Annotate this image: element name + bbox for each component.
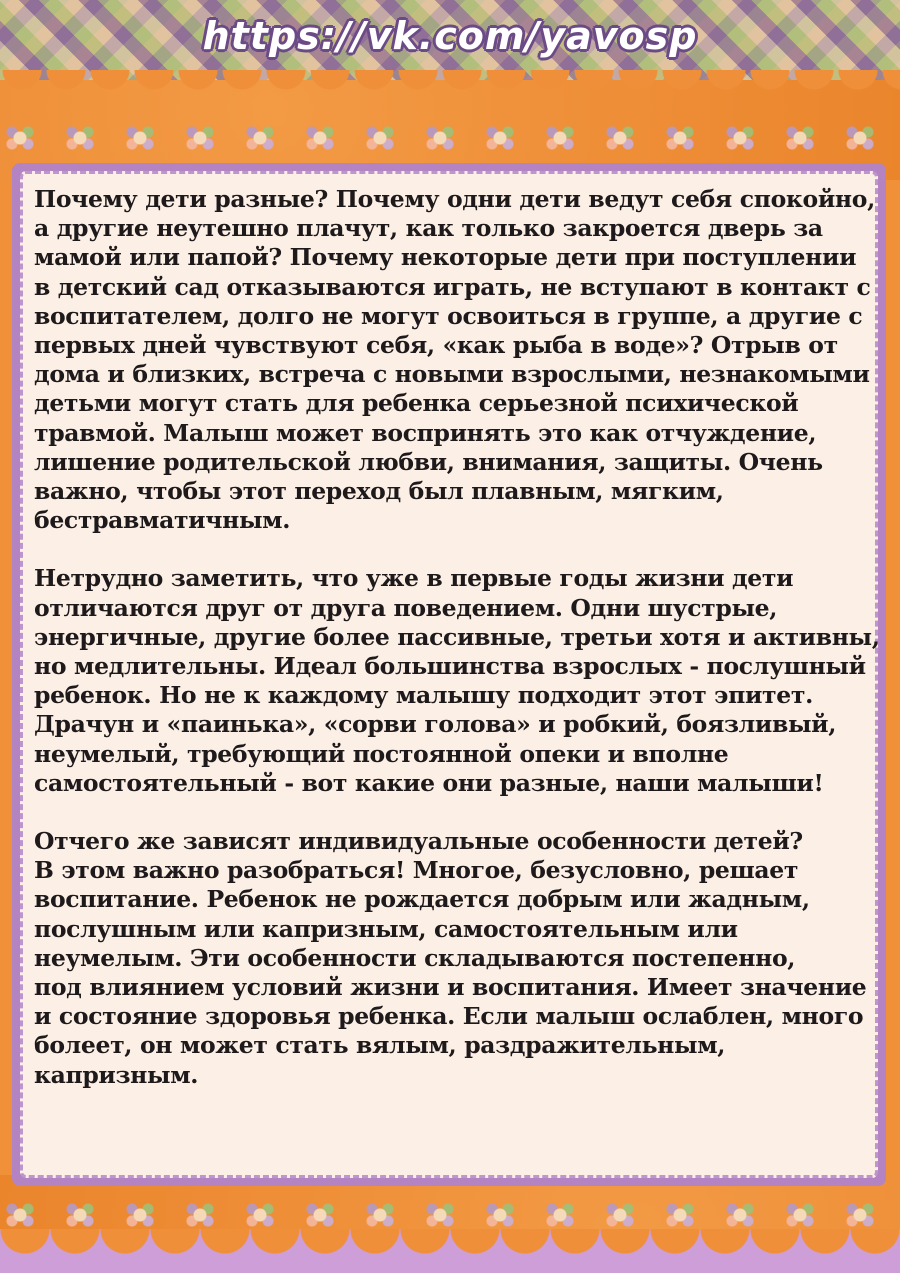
paragraph-gap bbox=[34, 535, 880, 564]
text-line: капризным. bbox=[34, 1060, 199, 1089]
text-line: лишение родительской любви, внимания, защиты. Очень bbox=[34, 447, 823, 476]
text-line: а другие неутешно плачут, как только закроется дверь за bbox=[34, 214, 823, 243]
text-line: Драчун и «паинька», «сорви голова» и робкий, боязливый, bbox=[34, 710, 837, 739]
text-line: болеет, он может стать вялым, раздражительным, bbox=[34, 1031, 726, 1060]
text-line: Почему дети разные? Почему одни дети ведут себя спокойно, bbox=[34, 185, 875, 213]
text-line: воспитателем, долго не могут освоиться в группе, а другие с bbox=[34, 301, 863, 330]
text-line: послушным или капризным, самостоятельным или bbox=[34, 914, 738, 943]
text-line: и состояние здоровья ребенка. Если малыш ослаблен, много bbox=[34, 1002, 864, 1031]
text-line: но медлительны. Идеал большинства взрослых - послушный bbox=[34, 652, 866, 681]
text-line: Нетрудно заметить, что уже в первые годы жизни дети bbox=[34, 564, 794, 593]
text-line: детьми могут стать для ребенка серьезной психической bbox=[34, 389, 799, 418]
text-line: неумелым. Эти особенности складываются постепенно, bbox=[34, 943, 796, 972]
bottom-scallop-edge bbox=[0, 1229, 900, 1273]
text-line: травмой. Малыш может воспринять это как отчуждение, bbox=[34, 418, 817, 447]
paragraph-2 bbox=[34, 564, 880, 798]
text-line: Отчего же зависят индивидуальные особенности детей? bbox=[34, 827, 803, 856]
text-line: отличаются друг от друга поведением. Одни шустрые, bbox=[34, 593, 778, 622]
text-line: важно, чтобы этот переход был плавным, мягким, bbox=[34, 477, 724, 506]
article-text bbox=[34, 185, 880, 1090]
text-line: в детский сад отказываются играть, не вступают в контакт с bbox=[34, 272, 871, 301]
paragraph-3 bbox=[34, 827, 880, 1090]
text-line: воспитание. Ребенок не рождается добрым или жадным, bbox=[34, 885, 810, 914]
paragraph-gap bbox=[34, 798, 880, 827]
text-line: дома и близких, встреча с новыми взрослыми, незнакомыми bbox=[34, 360, 870, 389]
text-line: неумелый, требующий постоянной опеки и вполне bbox=[34, 739, 729, 768]
top-flower-decoration bbox=[0, 118, 900, 158]
text-line: В этом важно разобраться! Многое, безусловно, решает bbox=[34, 856, 799, 885]
text-line: ребенок. Но не к каждому малышу подходит этот эпитет. bbox=[34, 681, 813, 710]
top-scallop-edge bbox=[0, 70, 900, 100]
text-line: энергичные, другие более пассивные, третьи хотя и активны, bbox=[34, 622, 880, 651]
source-url: https://vk.com/yavosp bbox=[202, 14, 698, 58]
text-line: под влиянием условий жизни и воспитания. Имеет значение bbox=[34, 973, 867, 1002]
text-line: бестравматичным. bbox=[34, 506, 291, 535]
paragraph-1 bbox=[34, 185, 880, 535]
text-line: самостоятельный - вот какие они разные, наши малыши! bbox=[34, 768, 824, 797]
text-line: мамой или папой? Почему некоторые дети при поступлении bbox=[34, 243, 857, 272]
text-line: первых дней чувствуют себя, «как рыба в воде»? Отрыв от bbox=[34, 331, 838, 360]
